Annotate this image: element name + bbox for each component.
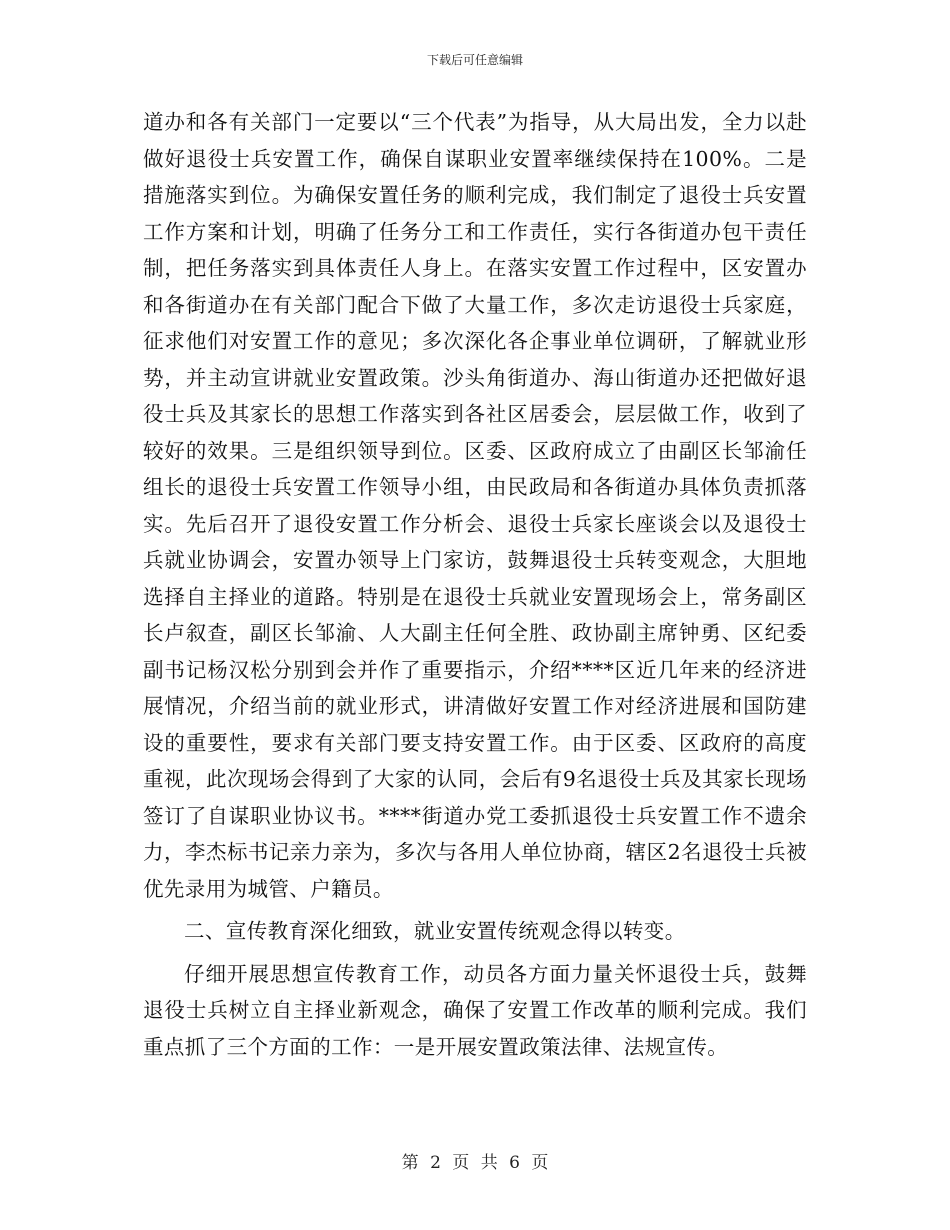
- page-number-footer: 第 2 页 共 6 页: [401, 1153, 549, 1173]
- body-paragraph: 仔细开展思想宣传教育工作，动员各方面力量关怀退役士兵，鼓舞退役士兵树立自主择业新观念，确保了安置工作改革的顺利完成。我们重点抓了三个方面的工作：一是开展安置政策法律、法规宣传。: [143, 961, 807, 1059]
- body-paragraph: 道办和各有关部门一定要以“三个代表”为指导，从大局出发，全力以赴做好退役士兵安置工作，确保自谋职业安置率继续保持在100%。二是措施落实到位。为确保安置任务的顺利完成，我们制定了退役士兵安置工作方案和计划，明确了任务分工和工作责任，实行各街道办包干责任制，把任务落实到具体责任人身上。在落实安置工作过程中，区安置办和各街道办在有关部门配合下做了大量工作，多次走访退役士兵家庭，征求他们对安置工作的意见；多次深化各企事业单位调研，了解就业形势，并主动宣讲就业安置政策。沙头角街道办、海山街道办还把做好退役士兵及其家长的思想工作落实到各社区居委会，层层做工作，收到了较好的效果。三是组织领导到位。区委、区政府成立了由副区长邹渝任组长的退役士兵安置工作领导小组，由民政局和各街道办具体负责抓落实。先后召开了退役安置工作分析会、退役士兵家长座谈会以及退役士兵就业协调会，安置办领导上门家访，鼓舞退役士兵转变观念，大胆地选择自主择业的道路。特别是在退役士兵就业安置现场会上，常务副区长卢叙查，副区长邹渝、人大副主任何全胜、政协副主席钟勇、区纪委副书记杨汉松分别到会并作了重要指示，介绍****区近几年来的经济进展情况，介绍当前的就业形式，讲清做好安置工作对经济进展和国防建设的重要性，要求有关部门要支持安置工作。由于区委、区政府的高度重视，此次现场会得到了大家的认同，会后有9名退役士兵及其家长现场签订了自谋职业协议书。****街道办党工委抓退役士兵安置工作不遗余力，李杰标书记亲力亲为，多次与各用人单位协商，辖区2名退役士兵被优先录用为城管、户籍员。: [143, 110, 807, 901]
- page-header: 下载后可任意编辑: [426, 53, 523, 67]
- section-heading: 二、宣传教育深化细致，就业安置传统观念得以转变。: [184, 919, 686, 943]
- document-body: [143, 104, 807, 1065]
